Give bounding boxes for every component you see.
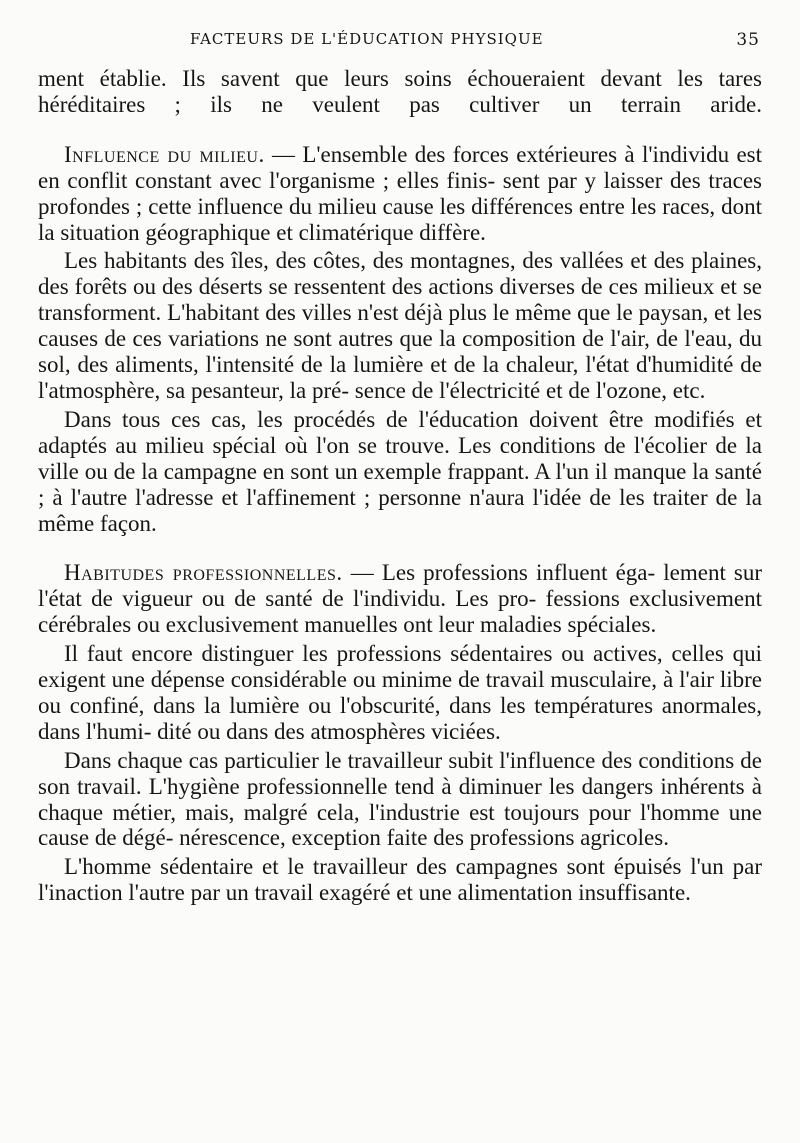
text-line: actives, celles qui exigent une dépense considérable ou minime bbox=[38, 641, 762, 693]
running-title: FACTEURS DE L'ÉDUCATION PHYSIQUE bbox=[190, 30, 544, 48]
text-line: lement sur l'état de vigueur ou de santé de l'individu. Les pro- bbox=[38, 560, 763, 612]
text-line: de ces variations ne sont autres que la composition de l'air, de bbox=[104, 326, 679, 352]
text-line: épuisés l'un par l'inaction l'autre par un travail exagéré et une bbox=[38, 854, 762, 906]
text-line: des conditions de son travail. L'hygiène professionnelle tend à bbox=[38, 747, 763, 799]
page-body bbox=[38, 66, 762, 906]
text-line: modifiés et adaptés au milieu spécial où l'on se trouve. Les bbox=[38, 406, 762, 458]
text-line: — L'ensemble des forces extérieures à bbox=[272, 141, 635, 167]
paragraph-habitants bbox=[38, 248, 762, 403]
text-line: alimentation insuffisante. bbox=[457, 880, 691, 906]
text-line: de travail musculaire, à l'air libre ou confiné, dans la lumière bbox=[38, 667, 762, 718]
text-line: actions diverses de ces milieux et se transforment. L'habitant bbox=[38, 274, 763, 326]
text-line: milieu cause les différences entre les races, dont la situation bbox=[38, 193, 762, 245]
text-line: des villes n'est déjà plus le même que le paysan, et les causes bbox=[38, 300, 762, 352]
text-line: diminuer les dangers inhérents à chaque métier, mais, malgré bbox=[38, 773, 762, 825]
text-line: sent par y laisser des traces profondes ; cette influence du bbox=[38, 167, 762, 219]
text-line: chaleur, l'état d'humidité de l'atmosphère, sa pesanteur, la pré- bbox=[38, 352, 762, 403]
paragraph-dans-tous-ces-cas bbox=[38, 407, 762, 537]
paragraph-il-faut-encore bbox=[38, 641, 762, 745]
text-line: L'homme sédentaire et le travailleur des campagnes sont bbox=[64, 854, 605, 880]
text-line: tares héréditaires ; ils ne veulent pas cultiver un terrain aride. bbox=[38, 66, 762, 117]
text-line: dité ou dans des atmosphères viciées. bbox=[157, 718, 501, 744]
text-line: ont leur maladies spéciales. bbox=[403, 612, 657, 638]
text-line: Les habitants des îles, des côtes, des montagnes, des vallées bbox=[64, 248, 624, 274]
text-line: géographique et climatérique diffère. bbox=[145, 219, 486, 245]
text-line: fessions exclusivement cérébrales ou exclusivement manuelles bbox=[38, 586, 763, 638]
page-header bbox=[40, 30, 760, 52]
section-heading-habitudes-professionnelles: Habitudes professionnelles. bbox=[64, 560, 343, 586]
text-line: Dans chaque cas particulier le travailleur subit l'influence bbox=[64, 747, 596, 773]
paragraph-homme-sedentaire bbox=[38, 854, 762, 906]
text-line: nérescence, exception faite des professions agricoles. bbox=[179, 825, 669, 851]
paragraph-habitudes-professionnelles bbox=[38, 560, 762, 638]
text-line: exemple frappant. A l'un il manque la santé ; à l'autre l'adresse bbox=[38, 458, 763, 510]
page-number: 35 bbox=[736, 30, 760, 50]
text-line: et l'affinement ; personne n'aura l'idée de les traiter de la même bbox=[38, 484, 762, 536]
text-line: l'individu est en conflit constant avec l'organisme ; elles finis- bbox=[38, 141, 763, 193]
text-line: ment établie. Ils savent que leurs soins échoueraient devant les bbox=[38, 66, 703, 91]
section-heading-influence-milieu: Influence du milieu. bbox=[64, 141, 265, 167]
text-line: — Les professions influent éga- bbox=[350, 560, 656, 586]
text-line: cela, l'industrie est toujours pour l'homme une cause de dégé- bbox=[38, 799, 763, 851]
text-line: conditions de l'écolier de la ville ou de la campagne en sont un bbox=[38, 432, 762, 484]
text-line: Dans tous ces cas, les procédés de l'éducation doivent être bbox=[64, 406, 644, 432]
text-line: ou l'obscurité, dans les températures anormales, dans l'humi- bbox=[38, 692, 763, 744]
text-line: sence de l'électricité et de l'ozone, etc. bbox=[354, 377, 706, 403]
paragraph-continuation bbox=[38, 66, 762, 118]
text-line: et des plaines, des forêts ou des déserts se ressentent des bbox=[38, 248, 762, 300]
paragraph-influence-milieu bbox=[38, 142, 762, 246]
text-line: façon. bbox=[99, 510, 157, 536]
text-line: l'eau, du sol, des aliments, l'intensité de la lumière et de la bbox=[38, 326, 762, 378]
text-line: Il faut encore distinguer les professions sédentaires ou bbox=[64, 641, 585, 667]
paragraph-dans-chaque-cas bbox=[38, 748, 762, 852]
